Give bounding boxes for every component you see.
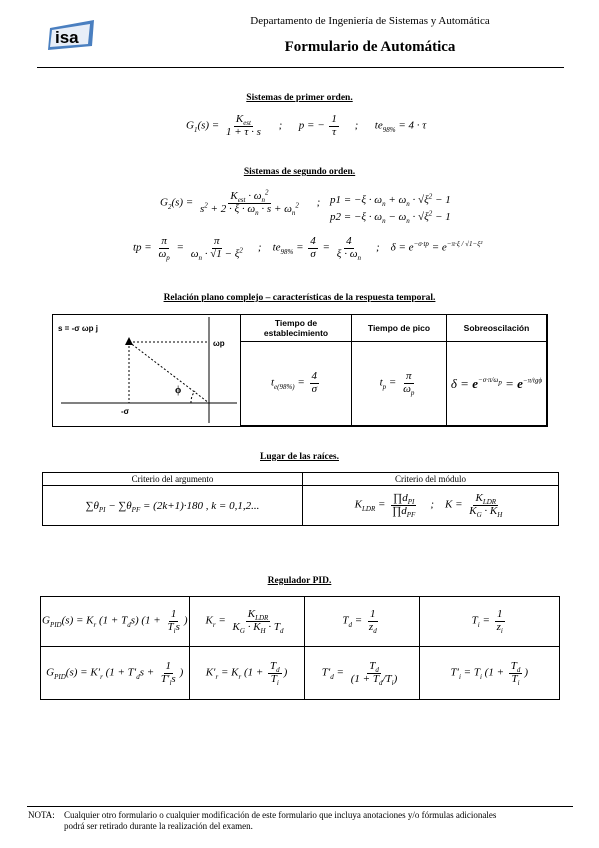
- page-title: Formulario de Automática: [284, 39, 456, 55]
- isa-logo: [44, 16, 96, 54]
- pid-kr-prime-formula: $K'_r = K_r$ (1 + $\frac{T_d}{T_i}$ ): [189, 647, 304, 700]
- header-peak-time: Tiempo de pico: [352, 315, 447, 342]
- pid-ti-prime-formula: $T'_i = T_i$ (1 + $\frac{T_d}{T_i}$ ): [419, 647, 559, 700]
- pid-kr-formula: $K_r$ = $\frac{K_{LDR}}{K_G \cdot K_H \cdot T_d}$: [189, 597, 304, 647]
- overshoot-formula: $\delta = e^{-\sigma\cdot\pi/\omega_p} = e^{-\pi/tg\phi}$: [447, 342, 547, 426]
- footer-nota-line2: podrá ser retirado durante la realización del examen.: [64, 821, 253, 831]
- pid-table: [40, 596, 560, 700]
- diagram-wp-label: ωp: [213, 339, 225, 348]
- settling-time-formula: $t_{e(98\%)}$ = $\frac{4}{\sigma}$: [241, 342, 352, 426]
- pid-ti-formula: $T_i$ = $\frac{1}{z_i}$: [419, 597, 559, 647]
- section-root-locus: Lugar de las raíces.: [260, 452, 339, 462]
- formula-second-order-tf: $G_2(s)$ = $\frac{K_{est} \cdot \omega_n^2}{s^2 + 2 \cdot \xi \cdot \omega_n \cdot s + \omega_n^2}$ ;: [160, 188, 321, 217]
- pid-td-formula: $T_d$ = $\frac{1}{z_d}$: [304, 597, 419, 647]
- department-name: Departamento de Ingeniería de Sistemas y Automática: [250, 15, 490, 27]
- section-pid: Regulador PID.: [267, 576, 332, 586]
- section-first-order: Sistemas de primer orden.: [246, 93, 353, 103]
- pid-parallel-tf-formula: $G_{PID}(s) = K'_r$ ($1 + T'_ds$ + $\frac{1}{T'_is}$ ): [41, 647, 190, 700]
- pid-td-prime-formula: $T'_d$ = $\frac{T_d}{(1 + T_d/T_i)}$: [304, 647, 419, 700]
- section-second-order: Sistemas de segundo orden.: [243, 167, 356, 177]
- footer-nota-label: NOTA:: [28, 810, 55, 820]
- argument-criterion-formula: $\sum\theta_{PI} - \sum\theta_{PF} = (2k+1)\cdot 180$ , k = 0,1,2...: [43, 486, 303, 526]
- complex-plane-diagram: [53, 315, 239, 425]
- pole-diagram: [53, 315, 239, 425]
- header-rule: [37, 67, 564, 68]
- svg-text:isa: isa: [55, 28, 79, 47]
- response-table: [240, 314, 547, 426]
- modulus-criterion-formula: $K_{LDR}$ = $\frac{\prod d_{PI}}{\prod d_{PF}}$ ; K = $\frac{K_{LDR}}{K_G \cdot K_H}$: [303, 486, 559, 526]
- footer-nota-line1: Cualquier otro formulario o cualquier modificación de este formulario que incluya anotaciones y/o fórmulas adicionales: [64, 810, 497, 820]
- formula-second-order-times: tp = $\frac{\pi}{\omega_p}$ = $\frac{\pi}{\omega_n \cdot √1 - \xi^2}$ ; $te_{98\%}$ = $\frac{4}{\sigma}$ = $\frac{4}{\xi \cdot \omega_n}$ ; $\delta = e^{-\sigma\cdot tp} = e^{-\pi\cdot\xi / √1-\xi^2}$: [133, 235, 483, 262]
- footer-rule: [27, 806, 573, 807]
- formula-poles: $p1 = -\xi \cdot \omega_n + \omega_n \cdot √\xi^2 - 1$ $p2 = -\xi \cdot \omega_n - \omega_n \cdot √\xi^2 - 1$: [330, 192, 451, 226]
- isa-logo-graphic: [44, 16, 96, 54]
- pid-tf-formula: $G_{PID}(s) = K_r$ $(1 + T_ds)$ (1 + $\frac{1}{T_is}$ ): [41, 597, 190, 647]
- diagram-phi-label: ϕ: [175, 385, 182, 396]
- diagram-sigma-label: -σ: [121, 407, 130, 416]
- complex-plane-table: [52, 314, 548, 427]
- header-argument-criterion: Criterio del argumento: [43, 473, 303, 486]
- header-modulus-criterion: Criterio del módulo: [303, 473, 559, 486]
- section-complex-plane: Relación plano complejo – características de la respuesta temporal.: [163, 293, 436, 303]
- header-settling-time: Tiempo de establecimiento: [241, 315, 352, 342]
- root-locus-table: [42, 472, 559, 526]
- diagram-s-label: s = -σ ωp j: [58, 324, 99, 333]
- formula-first-order: $G_1(s)$ = $\frac{K_{est}}{1 + \tau \cdot s}$ ; p = − $\frac{1}{\tau}$ ; $te_{98\%} = 4 \cdot \tau$: [186, 113, 427, 138]
- peak-time-formula: $t_p$ = $\frac{\pi}{\omega_p}$: [352, 342, 447, 426]
- argument-criterion-tail: = (2k+1)·180 , k = 0,1,2...: [142, 499, 260, 512]
- header-overshoot: Sobreoscilación: [447, 315, 547, 342]
